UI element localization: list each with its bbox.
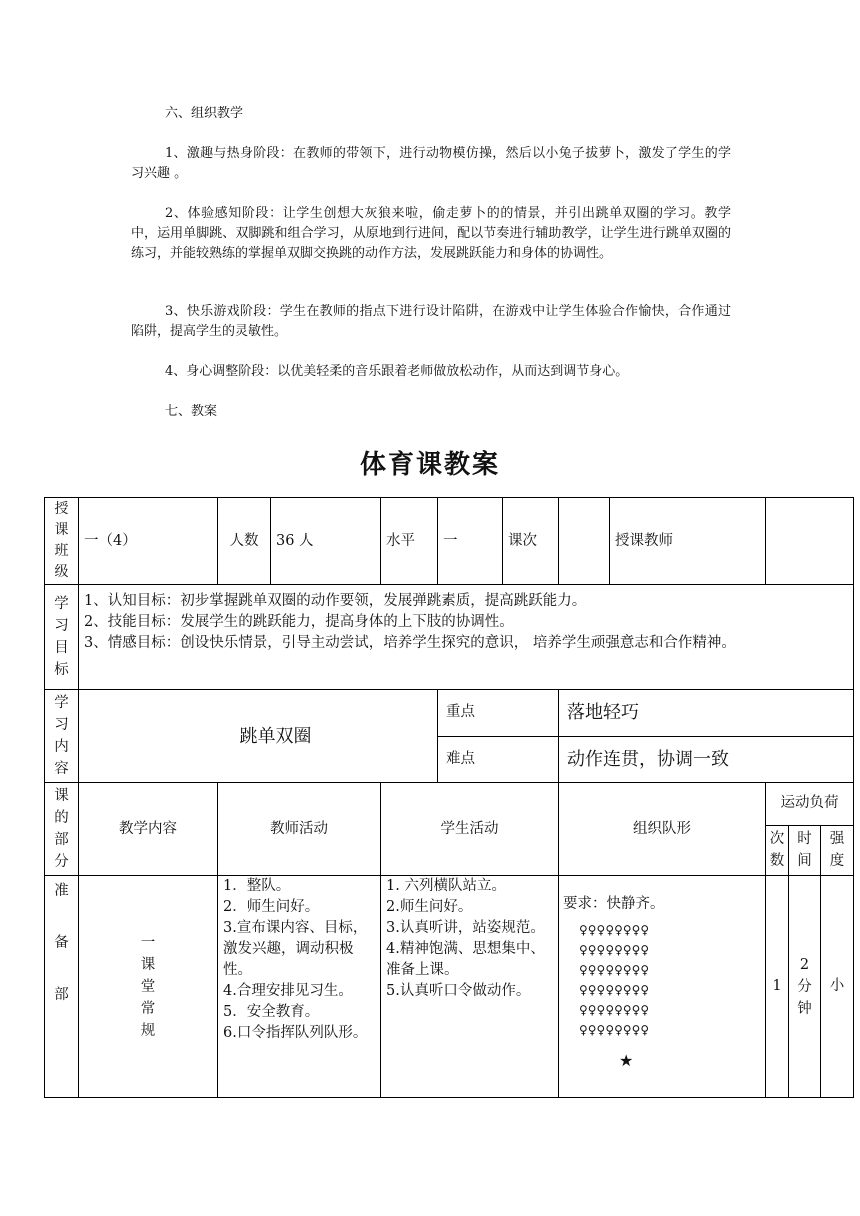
difficulty-value: 动作连贯，协调一致 [559, 736, 854, 783]
count-label: 人数 [218, 498, 271, 585]
prep-row [45, 876, 854, 1098]
goal-skill: 2、技能目标：发展学生的跳跃能力，提高身体的上下肢的协调性。 [84, 614, 514, 630]
prep-content: 一 课 堂 常 规 [79, 876, 218, 1098]
part-label: 课 的 部 分 [45, 783, 79, 876]
col-teacher: 教师活动 [218, 783, 381, 876]
prep-teacher-activity: 1．整队。 2．师生问好。 3.宣布课内容、目标，激发兴趣，调动积极性。 4.合理安排见习生。 5．安全教育。 6.口令指挥队列队形。 [218, 876, 381, 1098]
goals-row [45, 585, 854, 690]
lesson-value [559, 498, 610, 585]
paragraph-warmup: 1、激趣与热身阶段：在教师的带领下，进行动物模仿操，然后以小兔子拔萝卜，激发了学生的学习兴趣 。 [131, 146, 731, 181]
formation-row: ♀♀♀♀♀♀♀♀ [579, 1023, 650, 1037]
level-label: 水平 [381, 498, 438, 585]
formation-row: ♀♀♀♀♀♀♀♀ [579, 943, 650, 957]
paragraph-game: 3、快乐游戏阶段：学生在教师的指点下进行设计陷阱，在游戏中让学生体验合作愉快，合作通过陷阱，提高学生的灵敏性。 [131, 304, 731, 339]
content-label: 学 习 内 容 [45, 690, 79, 783]
col-load: 运动负荷 [766, 783, 854, 826]
col-duration: 时 间 [789, 825, 821, 875]
section-six-heading: 六、组织教学 [165, 106, 244, 121]
col-times: 次 数 [766, 825, 789, 875]
column-header-row [45, 783, 854, 826]
header-row [45, 498, 854, 585]
key-point-label: 重点 [438, 690, 559, 737]
key-point-value: 落地轻巧 [559, 690, 854, 737]
prep-intensity: 小 [821, 876, 854, 1098]
col-intensity: 强 度 [821, 825, 854, 875]
formation-requirement: 要求：快静齐。 [563, 896, 665, 912]
col-student: 学生活动 [381, 783, 559, 876]
class-value: 一（4） [79, 498, 218, 585]
goal-cognitive: 1、认知目标：初步掌握跳单双圈的动作要领，发展弹跳素质，提高跳跃能力。 [84, 593, 587, 609]
paragraph-cooldown: 4、身心调整阶段：以优美轻柔的音乐跟着老师做放松动作，从而达到调节身心。 [165, 364, 629, 379]
teacher-label: 授课教师 [610, 498, 766, 585]
formation-row: ♀♀♀♀♀♀♀♀ [579, 923, 650, 937]
teacher-star-icon: ★ [619, 1051, 634, 1070]
prep-student-activity: 1. 六列横队站立。 2.师生问好。 3.认真听讲，站姿规范。 4.精神饱满、思想集中、准备上课。 5.认真听口令做动作。 [381, 876, 559, 1098]
section-seven-heading: 七、教案 [165, 404, 218, 419]
col-content: 教学内容 [79, 783, 218, 876]
lesson-label: 课次 [503, 498, 559, 585]
formation-row: ♀♀♀♀♀♀♀♀ [579, 963, 650, 977]
count-value: 36 人 [271, 498, 381, 585]
col-formation: 组织队形 [559, 783, 766, 876]
paragraph-experience: 2、体验感知阶段：让学生创想大灰狼来啦，偷走萝卜的的情景，并引出跳单双圈的学习。教学中，运用单脚跳、双脚跳和组合学习，从原地到行进间，配以节奏进行辅助教学，让学生进行跳单双圈的练习，并能较熟练的掌握单双脚交换跳的动作方法，发展跳跃能力和身体的协调性。 [131, 206, 731, 261]
level-value: 一 [438, 498, 503, 585]
class-label: 授课班级 [45, 498, 79, 585]
teacher-value [766, 498, 854, 585]
prep-formation [559, 876, 766, 1098]
lesson-plan-table [44, 497, 854, 1098]
page-title: 体育课教案 [359, 450, 500, 480]
content-row-key [45, 690, 854, 737]
prep-part: 准 备 部 [45, 876, 79, 1098]
difficulty-label: 难点 [438, 736, 559, 783]
prep-times: 1 [766, 876, 789, 1098]
goals-list [79, 585, 854, 690]
formation-row: ♀♀♀♀♀♀♀♀ [579, 983, 650, 997]
prep-duration: 2 分 钟 [789, 876, 821, 1098]
goal-emotion: 3、情感目标：创设快乐情景，引导主动尝试，培养学生探究的意识， 培养学生顽强意志和合作精神。 [84, 635, 736, 651]
formation-row: ♀♀♀♀♀♀♀♀ [579, 1003, 650, 1017]
formation-grid [579, 920, 649, 1040]
content-topic: 跳单双圈 [79, 690, 438, 783]
goals-label: 学 习 目 标 [45, 585, 79, 690]
